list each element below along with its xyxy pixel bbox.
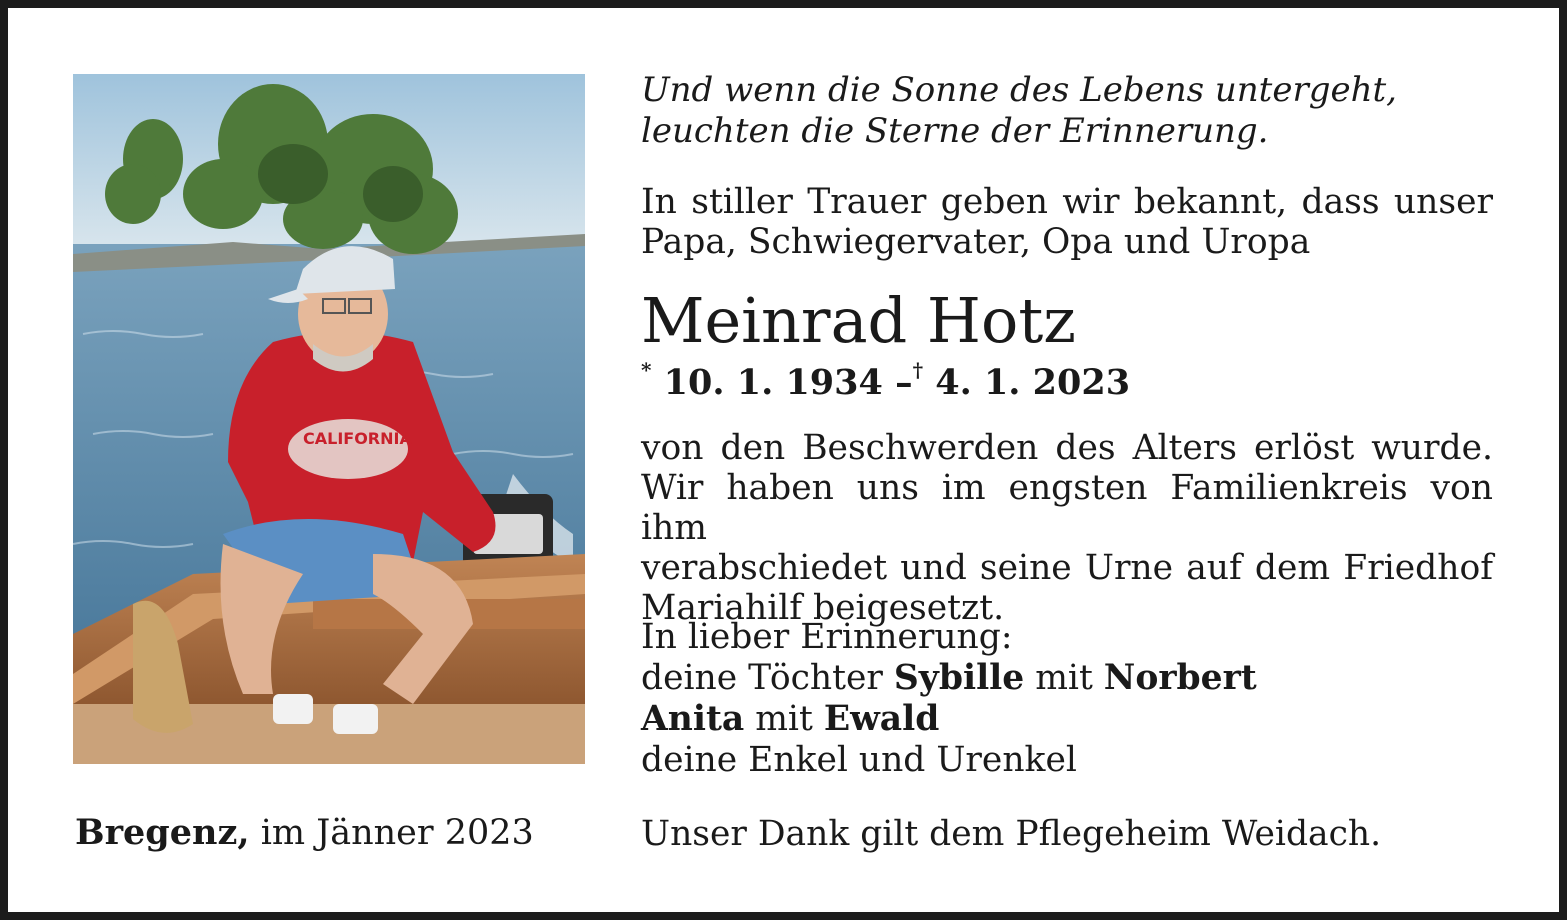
mourners-list: [641, 617, 1521, 781]
daughter-2-name: Anita: [641, 699, 745, 739]
body-line-4: Mariahilf beigesetzt.: [641, 588, 1005, 628]
memory-heading: In lieber Erinnerung:: [641, 617, 1013, 657]
birth-date: 10. 1. 1934: [663, 362, 883, 403]
intro-line-1: In stiller Trauer geben wir bekannt, dass unser: [641, 182, 1493, 222]
quote-line-1: Und wenn die Sonne des Lebens untergeht,: [641, 70, 1397, 110]
announcement-intro: [641, 182, 1493, 262]
with-1: mit: [1035, 658, 1093, 698]
deceased-name: Meinrad Hotz: [641, 284, 1076, 357]
death-symbol: †: [912, 358, 924, 383]
grandchildren-line: deine Enkel und Urenkel: [641, 740, 1077, 780]
quote-line-2: leuchten die Sterne der Erinnerung.: [641, 111, 1269, 151]
mourners-line-2: [641, 699, 1521, 740]
birth-symbol: *: [641, 358, 652, 383]
announcement-body: [641, 428, 1493, 628]
thanks-note: Unser Dank gilt dem Pflegeheim Weidach.: [641, 814, 1382, 854]
with-2: mit: [755, 699, 813, 739]
date-separator: –: [895, 362, 913, 403]
body-line-1: von den Beschwerden des Alters erlöst wurde.: [641, 428, 1493, 468]
death-date: 4. 1. 2023: [935, 362, 1131, 403]
place-date: im Jänner 2023: [260, 813, 534, 853]
intro-line-2: Papa, Schwiegervater, Opa und Uropa: [641, 222, 1311, 262]
daughters-prefix: deine Töchter: [641, 658, 883, 698]
memorial-quote: [641, 70, 1521, 152]
mourners-line-1: [641, 658, 1521, 699]
life-dates: [641, 358, 1131, 403]
body-line-3: verabschiedet und seine Urne auf dem Friedhof: [641, 548, 1493, 588]
place-and-date: [75, 812, 534, 853]
svg-text:CALIFORNIA: CALIFORNIA: [303, 429, 412, 448]
daughter-1-name: Sybille: [893, 658, 1025, 698]
place-city: Bregenz,: [75, 812, 250, 853]
partner-1-name: Norbert: [1103, 658, 1257, 698]
portrait-photo: [73, 74, 585, 764]
body-line-2: Wir haben uns im engsten Familienkreis von ihm: [641, 468, 1493, 548]
partner-2-name: Ewald: [823, 699, 940, 739]
